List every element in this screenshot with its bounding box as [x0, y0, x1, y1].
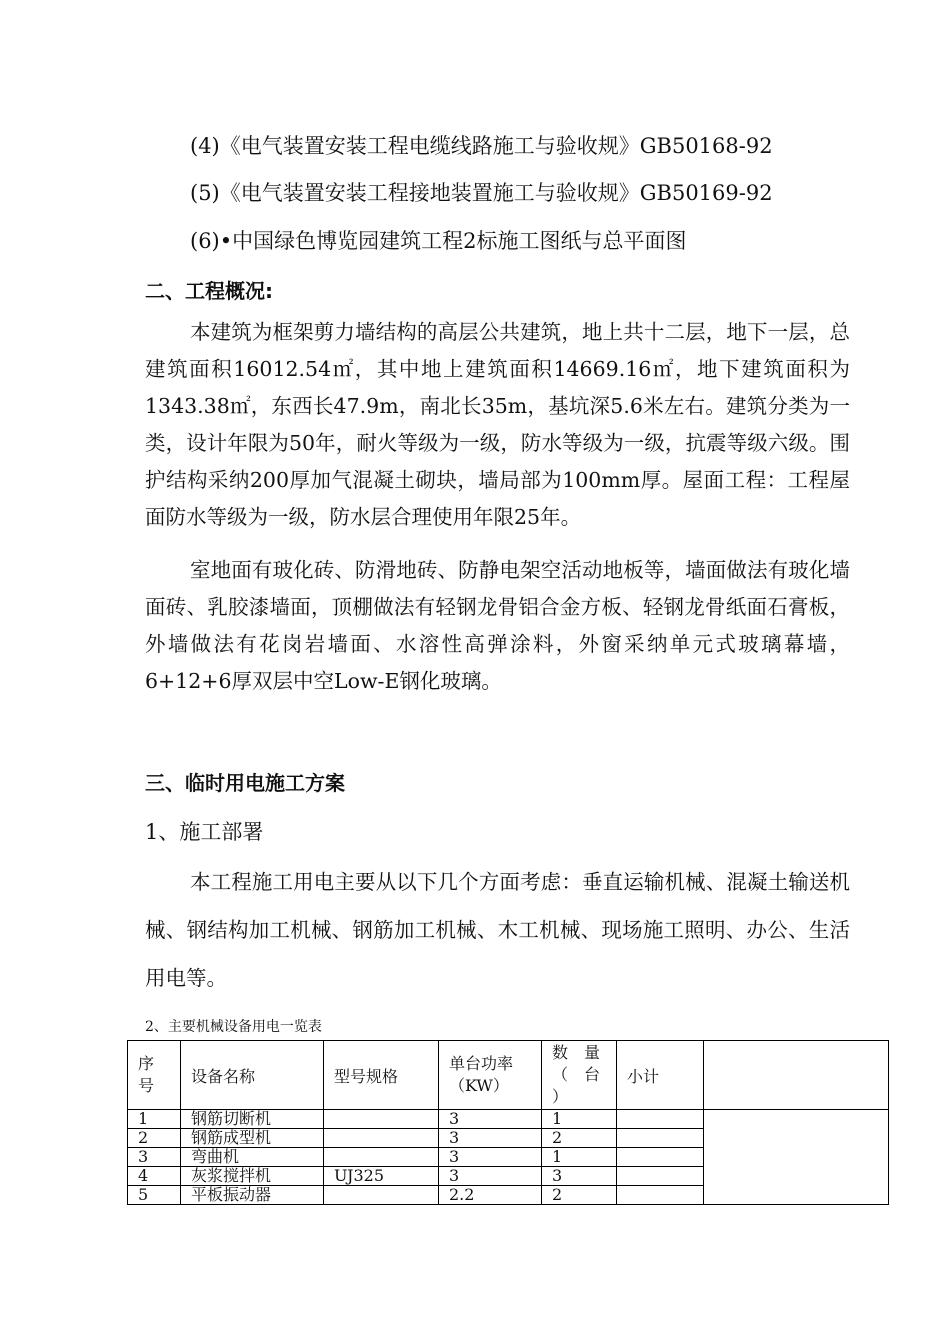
cell-quantity: 1 [542, 1148, 617, 1167]
cell-unit-power: 2.2 [439, 1186, 542, 1205]
cell-quantity: 2 [542, 1186, 617, 1205]
cell-equipment-name: 弯曲机 [181, 1148, 324, 1167]
header-equipment-name: 设备名称 [181, 1041, 324, 1110]
cell-model: UJ325 [324, 1167, 439, 1186]
table-caption: 2、主要机械设备用电一览表 [145, 1019, 322, 1035]
cell-model [324, 1129, 439, 1148]
cell-unit-power: 3 [439, 1167, 542, 1186]
reference-4: (4)《电气装置安装工程电缆线路施工与验收规》GB50168-92 [190, 134, 773, 158]
reference-5: (5)《电气装置安装工程接地装置施工与验收规》GB50169-92 [190, 181, 773, 205]
header-unit-power-label: 单台功率 [449, 1054, 514, 1073]
cell-merged-blank [704, 1110, 889, 1205]
header-quantity [542, 1041, 617, 1110]
cell-model [324, 1110, 439, 1129]
cell-unit-power: 3 [439, 1129, 542, 1148]
cell-equipment-name: 钢筋成型机 [181, 1129, 324, 1148]
header-unit-power [439, 1041, 542, 1110]
cell-equipment-name: 钢筋切断机 [181, 1110, 324, 1129]
reference-6: (6)•中国绿色博览园建筑工程2标施工图纸与总平面图 [190, 229, 687, 253]
cell-equipment-name: 平板振动器 [181, 1186, 324, 1205]
equipment-table [127, 1040, 889, 1205]
section-heading-temporary-power: 三、临时用电施工方案 [145, 771, 345, 795]
cell-subtotal [617, 1110, 704, 1129]
cell-number: 1 [128, 1110, 181, 1129]
cell-unit-power: 3 [439, 1148, 542, 1167]
section-heading-overview: 二、工程概况: [145, 279, 273, 303]
cell-quantity: 2 [542, 1129, 617, 1148]
cell-number: 4 [128, 1167, 181, 1186]
cell-unit-power: 3 [439, 1110, 542, 1129]
header-number: 序号 [128, 1041, 181, 1110]
deployment-paragraph: 本工程施工用电主要从以下几个方面考虑：垂直运输机械、混凝土输送机械、钢结构加工机械、钢筋加工机械、木工机械、现场施工照明、办公、生活用电等。 [145, 870, 850, 990]
cell-subtotal [617, 1167, 704, 1186]
cell-quantity: 1 [542, 1110, 617, 1129]
cell-model [324, 1186, 439, 1205]
cell-quantity: 3 [542, 1167, 617, 1186]
overview-paragraph-1: 本建筑为框架剪力墙结构的高层公共建筑，地上共十二层，地下一层，总建筑面积16012.54㎡，其中地上建筑面积14669.16㎡，地下建筑面积为1343.38㎡，东西长47.9m，南北长35m，基坑深5.6米左右。建筑分类为一类，设计年限为50年，耐火等级为一级，防水等级为一级，抗震等级六级。围护结构采纳200厚加气混凝土砌块，墙局部为100mm厚。屋面工程：工程屋面防水等级为一级，防水层合理使用年限25年。 [145, 320, 850, 529]
cell-number: 5 [128, 1186, 181, 1205]
cell-number: 2 [128, 1129, 181, 1148]
header-quantity-unit: （ 台 [552, 1065, 601, 1084]
table-header-row [128, 1041, 889, 1110]
header-model: 型号规格 [324, 1041, 439, 1110]
cell-model [324, 1148, 439, 1167]
overview-paragraph-2: 室地面有玻化砖、防滑地砖、防静电架空活动地板等，墙面做法有玻化墙面砖、乳胶漆墙面，顶棚做法有轻钢龙骨铝合金方板、轻钢龙骨纸面石膏板，外墙做法有花岗岩墙面、水溶性高弹涂料，外窗采纳单元式玻璃幕墙，6+12+6厚双层中空Low-E钢化玻璃。 [145, 558, 850, 693]
cell-subtotal [617, 1129, 704, 1148]
header-quantity-label: 数 量 [552, 1043, 601, 1062]
cell-subtotal [617, 1186, 704, 1205]
header-quantity-close: ） [552, 1087, 569, 1106]
subsection-title-deployment: 1、施工部署 [145, 820, 264, 844]
cell-subtotal [617, 1148, 704, 1167]
cell-number: 3 [128, 1148, 181, 1167]
table-row [128, 1110, 889, 1129]
header-blank [704, 1041, 889, 1110]
header-unit-power-unit: （KW） [449, 1076, 509, 1095]
cell-equipment-name: 灰浆搅拌机 [181, 1167, 324, 1186]
header-subtotal: 小计 [617, 1041, 704, 1110]
